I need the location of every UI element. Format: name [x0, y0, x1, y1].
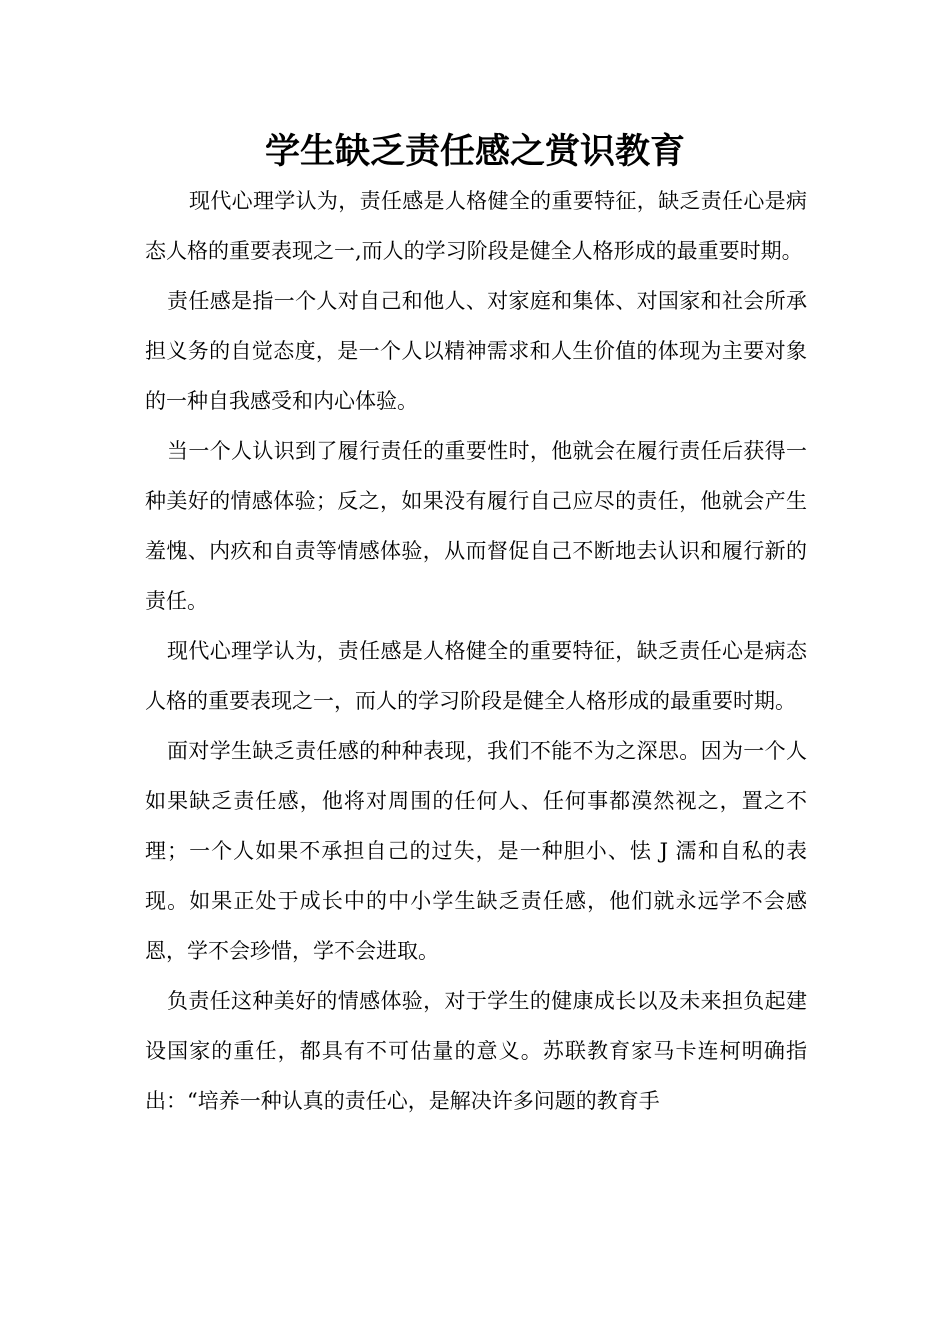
paragraph-1: 现代心理学认为，责任感是人格健全的重要特征，缺乏责任心是病态人格的重要表现之一,而人的学习阶段是健全人格形成的最重要时期。 [145, 189, 807, 263]
paragraph-2: 责任感是指一个人对自己和他人、对家庭和集体、对国家和社会所承担义务的自觉态度，是一个人以精神需求和人生价值的体现为主要对象的一种自我感受和内心体验。 [145, 289, 807, 413]
document-body [145, 176, 807, 1126]
document-title: 学生缺乏责任感之赏识教育 [264, 131, 685, 172]
paragraph-5: 面对学生缺乏责任感的种种表现，我们不能不为之深思。因为一个人如果缺乏责任感，他将对周围的任何人、任何事都漠然视之，置之不理；一个人如果不承担自己的过失，是一种胆小、怯 J 濡和自私的表现。如果正处于成长中的中小学生缺乏责任感，他们就永远学不会感恩，学不会珍惜，学不会进取。 [145, 739, 807, 963]
paragraph-4: 现代心理学认为，责任感是人格健全的重要特征，缺乏责任心是病态人格的重要表现之一，而人的学习阶段是健全人格形成的最重要时期。 [145, 639, 807, 713]
paragraph-6: 负责任这种美好的情感体验，对于学生的健康成长以及未来担负起建设国家的重任，都具有不可估量的意义。苏联教育家马卡连柯明确指出：“培养一种认真的责任心，是解决许多问题的教育手 [145, 989, 807, 1113]
paragraph-3: 当一个人认识到了履行责任的重要性时，他就会在履行责任后获得一种美好的情感体验；反之，如果没有履行自己应尽的责任，他就会产生羞愧、内疚和自责等情感体验，从而督促自己不断地去认识和履行新的责任。 [145, 439, 807, 613]
